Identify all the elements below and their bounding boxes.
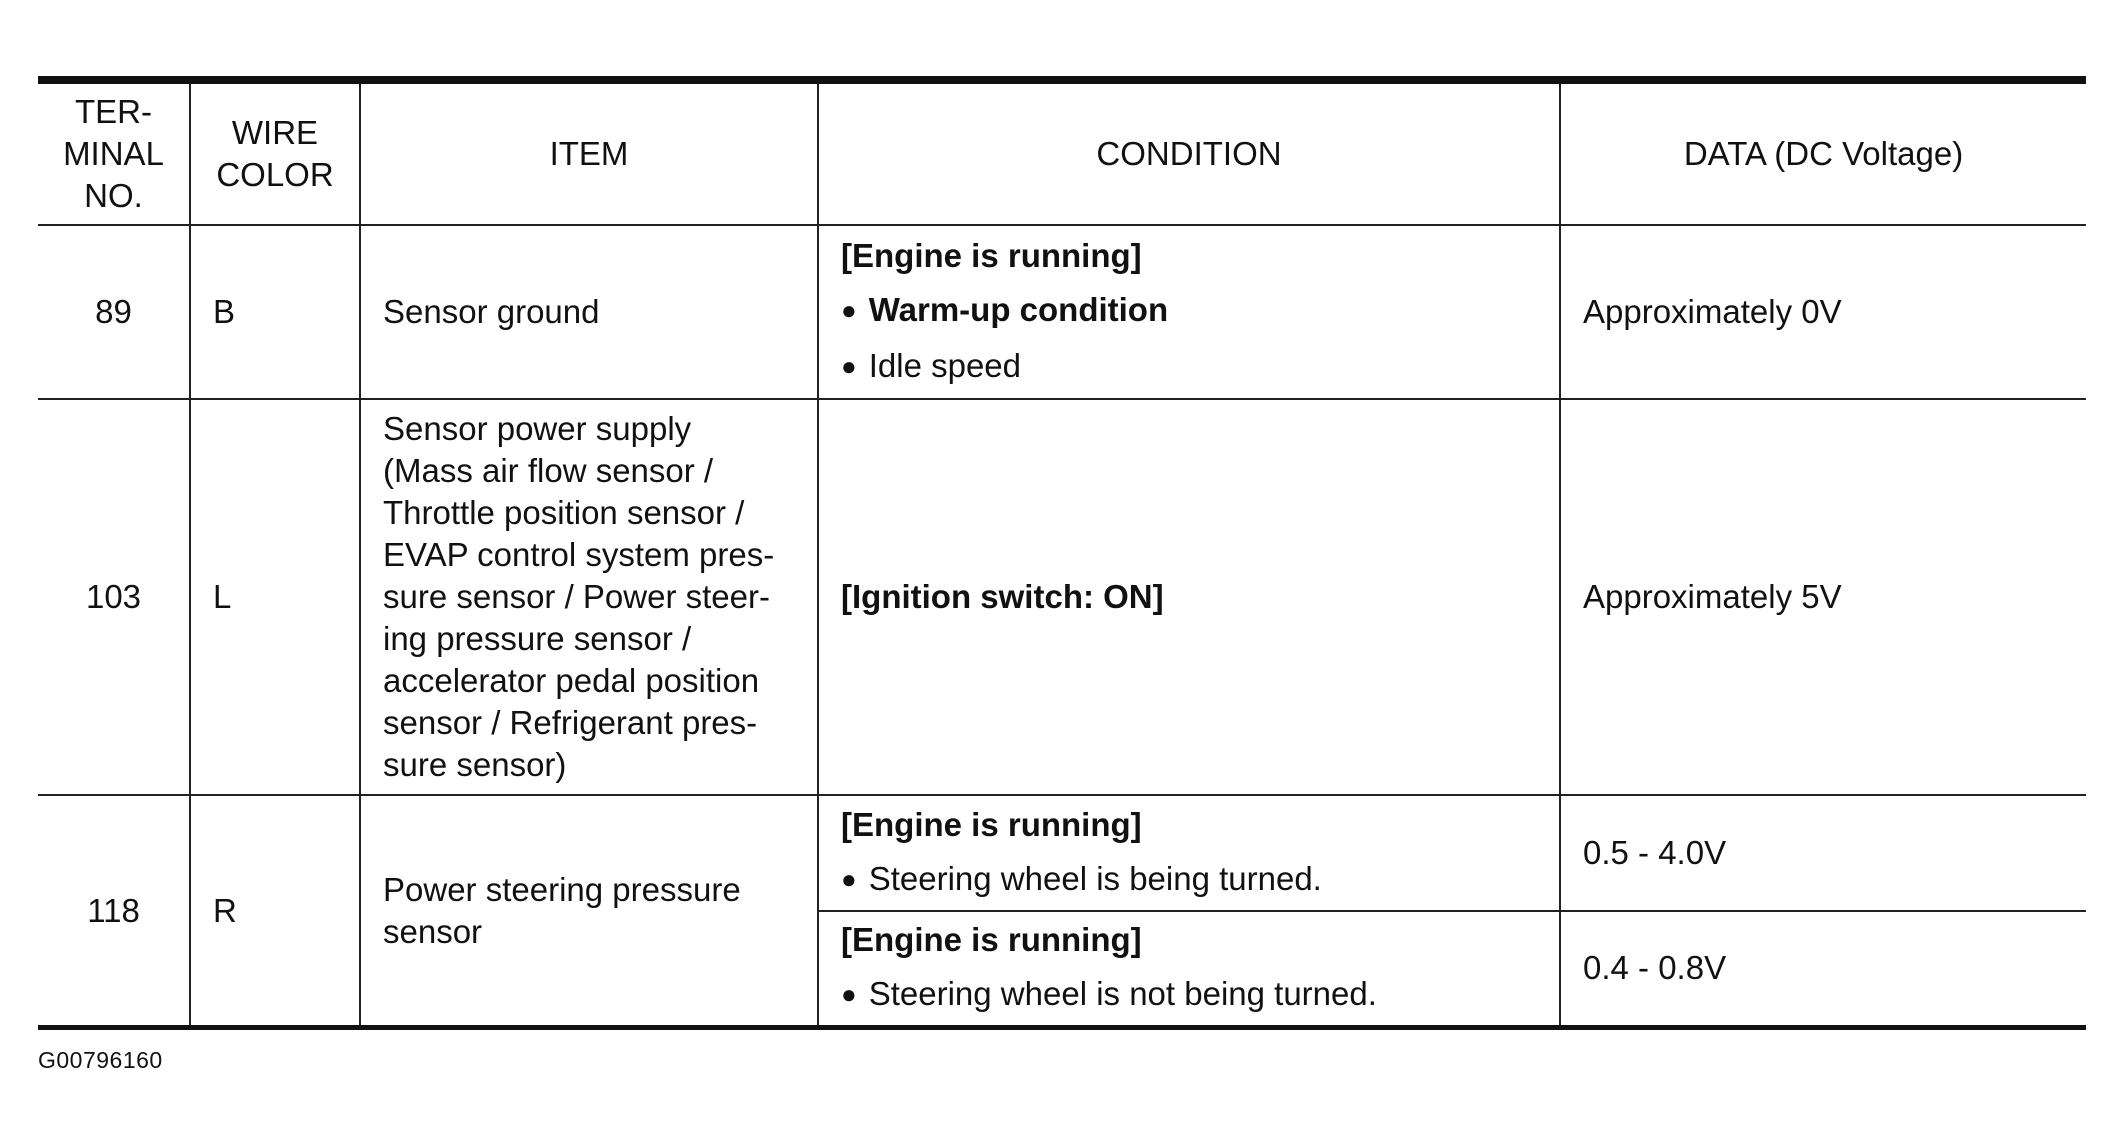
ecm-terminal-table [38,76,2086,1030]
header-terminal-no [38,80,190,225]
item-line: EVAP control system pres- [383,536,775,574]
header-item: ITEM [360,80,818,225]
condition-heading: [Engine is running] [841,806,1142,844]
item-cell: Sensor ground [360,225,818,399]
condition-heading: [Engine is running] [841,921,1142,959]
condition-heading: [Engine is running] [841,236,1142,274]
header-wire-line: COLOR [216,156,334,193]
condition-bullet: ● Steering wheel is not being turned. [841,967,1545,1023]
table-row [38,225,2086,399]
table-row [38,399,2086,795]
data-cell: 0.5 - 4.0V [1560,795,2086,910]
condition-bullet: ● Warm-up condition [841,283,1545,339]
header-terminal-line: NO. [84,177,143,214]
header-terminal-line: MINAL [63,135,164,172]
wire-color-cell: R [190,795,360,1027]
terminal-cell: 118 [38,795,190,1027]
item-line: sensor [383,912,483,950]
item-line: sure sensor) [383,746,567,784]
item-line: Power steering pressure [383,870,741,908]
item-line: accelerator pedal position [383,662,760,700]
figure-id: G00796160 [38,1047,163,1073]
item-cell [360,399,818,795]
header-condition: CONDITION [818,80,1560,225]
item-cell [360,795,818,1027]
item-line: Throttle position sensor / [383,494,745,532]
data-cell: 0.4 - 0.8V [1560,911,2086,1028]
item-line: sensor / Refrigerant pres- [383,704,758,742]
condition-cell [818,795,1560,910]
condition-cell [818,399,1560,795]
condition-cell [818,911,1560,1028]
header-terminal-line: TER- [75,93,152,130]
table-row [38,795,2086,910]
header-data: DATA (DC Voltage) [1560,80,2086,225]
header-wire-line: WIRE [231,114,319,151]
item-line: (Mass air flow sensor / [383,452,714,490]
condition-heading: [Ignition switch: ON] [841,578,1164,616]
data-cell: Approximately 0V [1560,225,2086,399]
item-line: Sensor power supply [383,410,692,448]
item-line: sure sensor / Power steer- [383,578,770,616]
condition-bullet: ● Steering wheel is being turned. [841,852,1545,908]
data-cell: Approximately 5V [1560,399,2086,795]
wire-color-cell: L [190,399,360,795]
terminal-cell: 89 [38,225,190,399]
condition-bullet: ● Idle speed [841,339,1545,395]
header-row [38,80,2086,225]
terminal-cell: 103 [38,399,190,795]
header-wire-color [190,80,360,225]
wire-color-cell: B [190,225,360,399]
item-line: ing pressure sensor / [383,620,692,658]
condition-cell [818,225,1560,399]
